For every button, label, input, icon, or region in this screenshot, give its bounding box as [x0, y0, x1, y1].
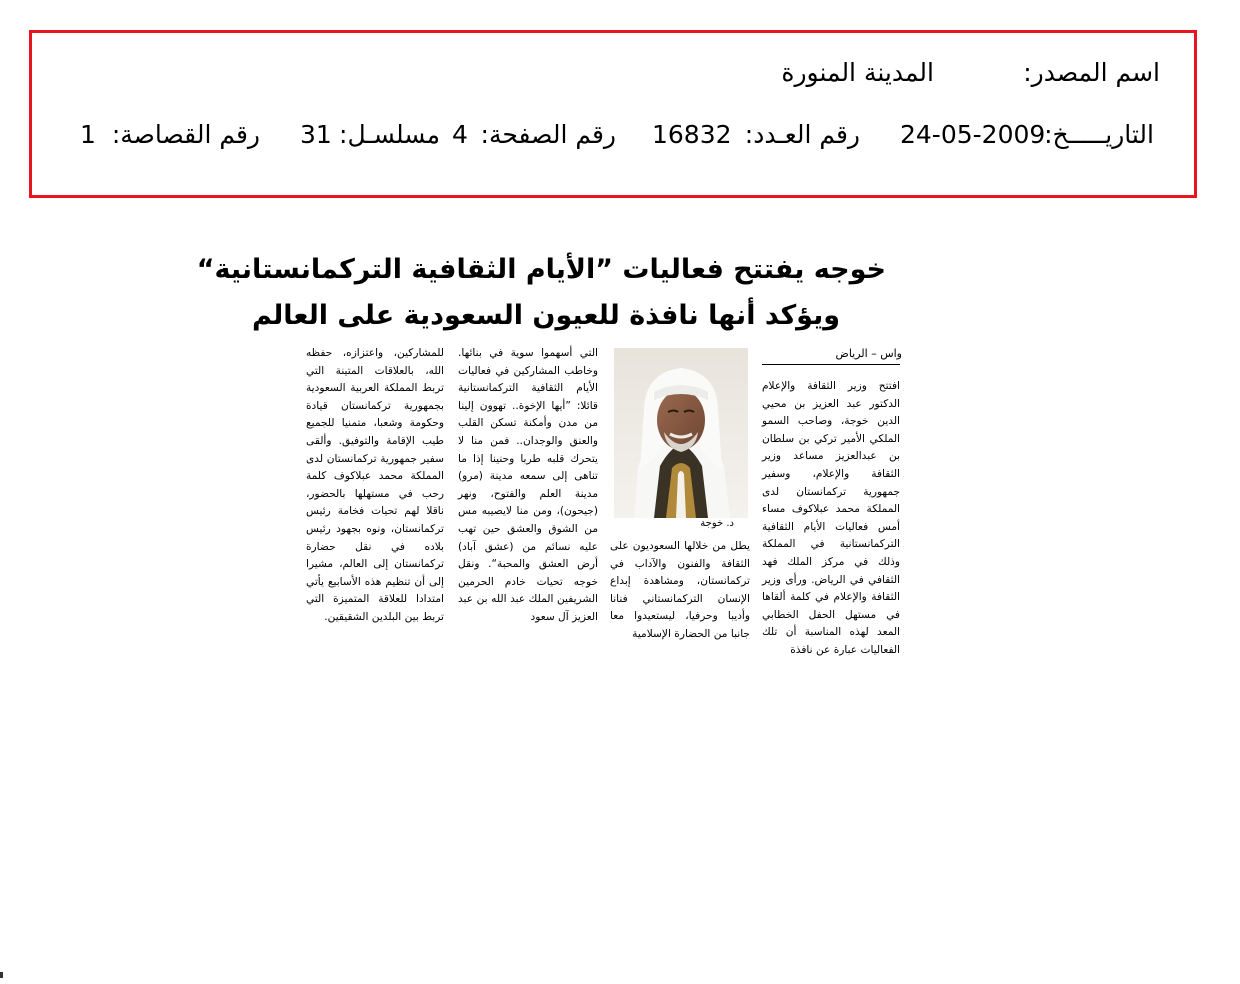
- dateline-rule: [762, 364, 900, 365]
- headline-line-2: ويؤكد أنها نافذة للعيون السعودية على العالم: [251, 300, 840, 331]
- page-label: رقم الصفحة:: [480, 120, 616, 149]
- portrait-image: [614, 348, 748, 518]
- photo-caption: د. خوجة: [700, 518, 734, 529]
- date-label: التاريـــــخ:: [1044, 120, 1154, 149]
- portrait-photo: [614, 348, 748, 518]
- source-label: اسم المصدر:: [1023, 58, 1160, 87]
- clip-number-value: 1: [80, 120, 96, 149]
- source-value: المدينة المنورة: [781, 58, 934, 87]
- serial-label: مسلسـل:: [339, 120, 440, 149]
- article-column-3: التي أسهموا سوية في بنائها. وخاطب المشاركين في فعاليات الأيام الثقافية التركمانستانية قائلا: ”أيها الإخوة.. تهوون إلينا من مدن وأمكنة تسكن القلب والعنق والوجدان.. فمن منا لا يتحرك قلبه طربا وحنينا إذا ما تناهى إلى سمعه مدينة (مرو) مدينة العلم والفتوح، ونهر (جيحون)، ومن منا لايصيبه مس من الشوق والعشق حين تهب عليه نسائم من (عشق آباد) أرض العشق والمحبة“. ونقل خوجه تحيات خادم الحرمين الشريفين الملك عبد الله بن عبد العزيز آل سعود: [458, 347, 598, 623]
- issue-label: رقم العـدد:: [744, 120, 860, 149]
- serial-value: 31: [300, 120, 332, 149]
- clip-number-label: رقم القصاصة:: [111, 120, 260, 149]
- date-value: 24-05-2009: [900, 120, 1046, 149]
- page-value: 4: [452, 120, 468, 149]
- headline-line-1: خوجه يفتتح فعاليات ”الأيام الثقافية التركمانستانية“: [196, 254, 886, 285]
- page-mark: [0, 972, 3, 978]
- article-column-4: للمشاركين، واعتزازه، حفظه الله، بالعلاقات المتينة التي تربط المملكة العربية السعودية بجمهورية تركمانستان قيادة وحكومة وشعبا، متمنيا للجميع طيب الإقامة والتوفيق. وألقى سفير جمهورية تركمانستان لدى المملكة محمد عبلاكوف كلمة رحب في مستهلها بالحضور، ناقلا لهم تحيات فخامة رئيس تركمانستان، ونوه بجهود رئيس بلاده في نقل حضارة تركمانستان إلى العالم، مشيرا إلى أن تنظيم هذه الأسابيع يأتي امتدادا للعلاقة المتميزة التي تربط بين البلدين الشقيقين.: [306, 347, 444, 623]
- article-column-2: يطل من خلالها السعوديون على الثقافة والفنون والآداب في تركمانستان، ومشاهدة إبداع الإنسان التركمانستاني فنانا وأديبا وحرفيا، ليستعيدوا معا جانبا من الحضارة الإسلامية: [610, 540, 750, 640]
- article-column-1: افتتح وزير الثقافة والإعلام الدكتور عبد العزيز بن محيي الدين خوجة، وصاحب السمو الملكي الأمير تركي بن سلطان بن عبدالعزيز مساعد وزير الثقافة والإعلام، وسفير جمهورية تركمانستان لدى المملكة محمد عبلاكوف مساء أمس فعاليات الأيام الثقافية التركمانستانية في المملكة وذلك في مركز الملك فهد الثقافي في الرياض. ورأى وزير الثقافة والإعلام في كلمة ألقاها في مستهل الحفل الخطابي المعد لهذه المناسبة أن تلك الفعاليات عبارة عن نافذة: [762, 380, 900, 656]
- issue-value: 16832: [652, 120, 732, 149]
- clipping-info-box: [29, 30, 1197, 198]
- dateline: واس – الرياض: [835, 347, 902, 360]
